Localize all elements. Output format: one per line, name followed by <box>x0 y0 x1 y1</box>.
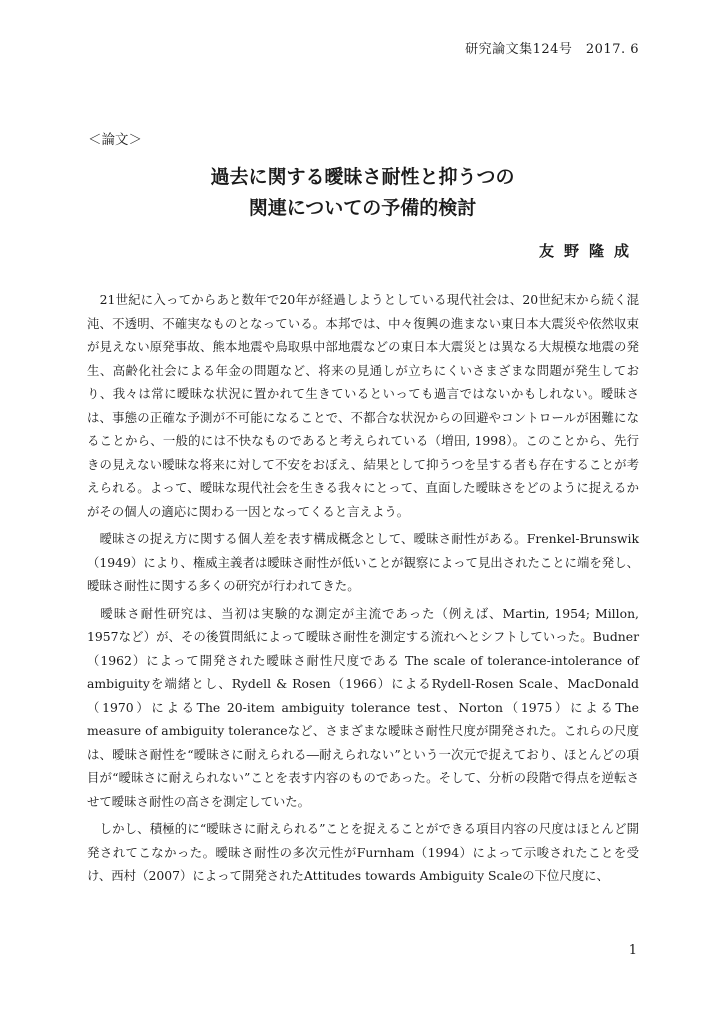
body-text <box>87 288 639 892</box>
section-label: ＜論文＞ <box>88 132 142 148</box>
page-number: 1 <box>628 943 637 958</box>
journal-header: 研究論文集124号 2017. 6 <box>465 42 639 57</box>
paper-title <box>0 162 725 224</box>
title-line-2: 関連についての予備的検討 <box>248 197 477 219</box>
paragraph-3: 曖昧さ耐性研究は、当初は実験的な測定が主流であった（例えば、Martin, 1954; Millon, 1957など）が、その後質問紙によって曖昧さ耐性を測定する流れへとシフトしていった。Budner（1962）によって開発された曖昧さ耐性尺度である The scale of tolerance-intolerance of ambiguityを端緒とし、Rydell & Rosen（1966）によるRydell-Rosen Scale、MacDonald（1970）によるThe 20-item ambiguity tolerance test、Norton（1975）によるThe measure of ambiguity toleranceなど、さまざまな曖昧さ耐性尺度が開発された。これらの尺度は、曖昧さ耐性を“曖昧さに耐えられる―耐えられない”という一次元で捉えており、ほとんどの項目が“曖昧さに耐えられない”ことを表す内容のものであった。そして、分析の段階で得点を逆転させて曖昧さ耐性の高さを測定していた。 <box>87 605 639 809</box>
paragraph-4: しかし、積極的に“曖昧さに耐えられる”ことを捉えることができる項目内容の尺度はほとんど開発されてこなかった。曖昧さ耐性の多次元性がFurnham（1994）によって示唆されたことを受け、西村（2007）によって開発されたAttitudes towards Ambiguity Scaleの下位尺度に、 <box>87 821 639 883</box>
paragraph-1: 21世紀に入ってからあと数年で20年が経過しようとしている現代社会は、20世紀末から続く混沌、不透明、不確実なものとなっている。本邦では、中々復興の進まない東日本大震災や依然収束が見えない原発事故、熊本地震や鳥取県中部地震などの東日本大震災とは異なる大規模な地震の発生、高齢化社会による年金の問題など、将来の見通しが立ちにくいさまざまな問題が発生しており、我々は常に曖昧な状況に置かれて生きているといっても過言ではないかもしれない。曖昧さは、事態の正確な予測が不可能になることで、不都合な状況からの回避やコントロールが困難になることから、一般的には不快なものであると考えられている（増田, 1998）。このことから、先行きの見えない曖昧な将来に対して不安をおぼえ、結果として抑うつを呈する者も存在することが考えられる。よって、曖昧な現代社会を生きる我々にとって、直面した曖昧さをどのように捉えるかがその個人の適応に関わる一因となってくると言えよう。 <box>87 292 639 519</box>
author-name: 友野隆成 <box>538 242 639 260</box>
title-line-1: 過去に関する曖昧さ耐性と抑うつの <box>210 166 515 188</box>
paragraph-2: 曖昧さの捉え方に関する個人差を表す構成概念として、曖昧さ耐性がある。Frenkel-Brunswik（1949）により、権威主義者は曖昧さ耐性が低いことが観察によって見出されたことに端を発し、曖昧さ耐性に関する多くの研究が行われてきた。 <box>87 531 639 593</box>
